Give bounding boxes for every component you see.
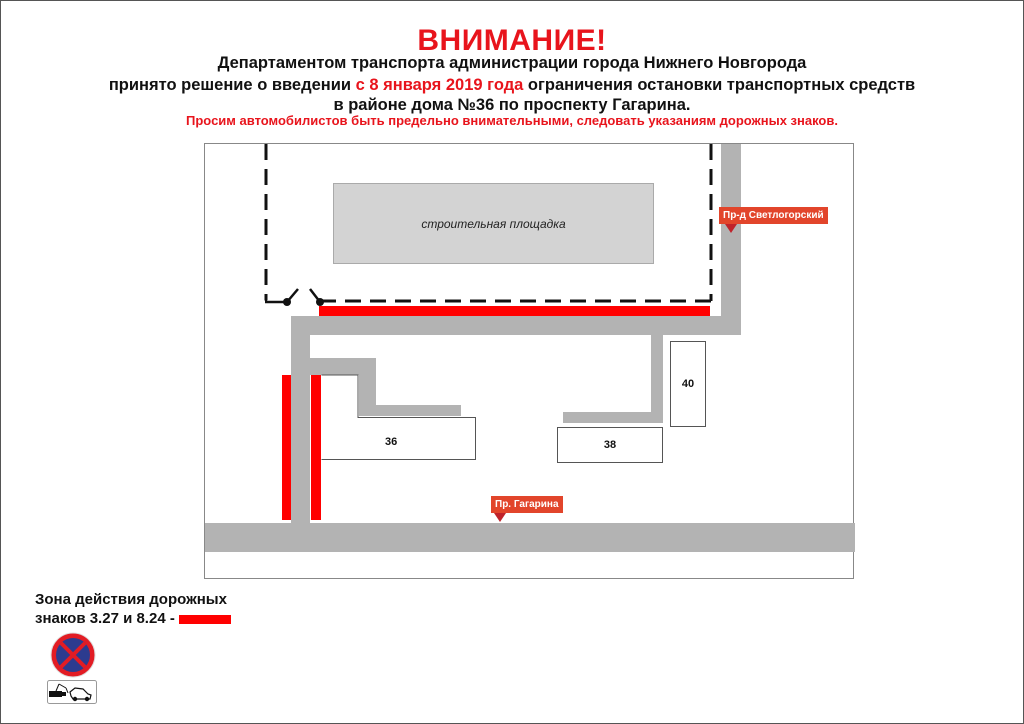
no-stopping-zone-west-left (282, 375, 291, 520)
street-label-svetlogorsky: Пр-д Светлогорский (719, 207, 828, 224)
building-38 (557, 427, 663, 463)
building-40-label: 40 (681, 378, 695, 390)
legend-line-2 (35, 609, 231, 628)
legend-line-2-text: знаков 3.27 и 8.24 - (35, 610, 175, 627)
road-svetlogorsky (721, 144, 741, 335)
notice-line-2 (0, 76, 1024, 95)
building-36-outline (321, 374, 477, 464)
legend-zone-swatch (179, 615, 231, 624)
road-38-access (651, 335, 663, 421)
notice-line-1: Департаментом транспорта администрации города Нижнего Новгорода (217, 54, 807, 72)
legend (35, 590, 231, 628)
legend-line-1: Зона действия дорожных (35, 591, 227, 608)
map-pin-icon (725, 224, 737, 233)
notice-line-3: в районе дома №36 по проспекту Гагарина. (333, 96, 691, 114)
building-36-label: 36 (385, 436, 398, 448)
no-stopping-zone-north (319, 306, 710, 316)
road-38-courtyard (563, 412, 663, 423)
map-pin-icon (494, 513, 506, 522)
road-west-driveway (291, 316, 310, 552)
building-38-label: 38 (603, 439, 617, 451)
building-40 (670, 341, 706, 427)
tow-truck-plate-icon (47, 680, 98, 705)
road-36-access (291, 358, 359, 375)
notice-line-2-start: принято решение о введении (108, 76, 356, 94)
no-stopping-sign-icon (48, 631, 98, 679)
construction-site (333, 183, 654, 264)
road-north-driveway (291, 316, 741, 335)
effective-date: с 8 января 2019 года (355, 76, 524, 94)
alert-title: ВНИМАНИЕ! (417, 24, 607, 57)
street-label-gagarina: Пр. Гагарина (491, 496, 563, 513)
notice-line-2-end: ограничения остановки транспортных средств (523, 76, 916, 94)
construction-site-label: строительная площадка (421, 216, 566, 231)
notice-warning: Просим автомобилистов быть предельно внимательными, следовать указаниям дорожных знаков. (186, 113, 838, 128)
site-map (204, 143, 854, 579)
road-gagarina (205, 523, 855, 552)
no-stopping-zone-west-right (311, 375, 321, 520)
